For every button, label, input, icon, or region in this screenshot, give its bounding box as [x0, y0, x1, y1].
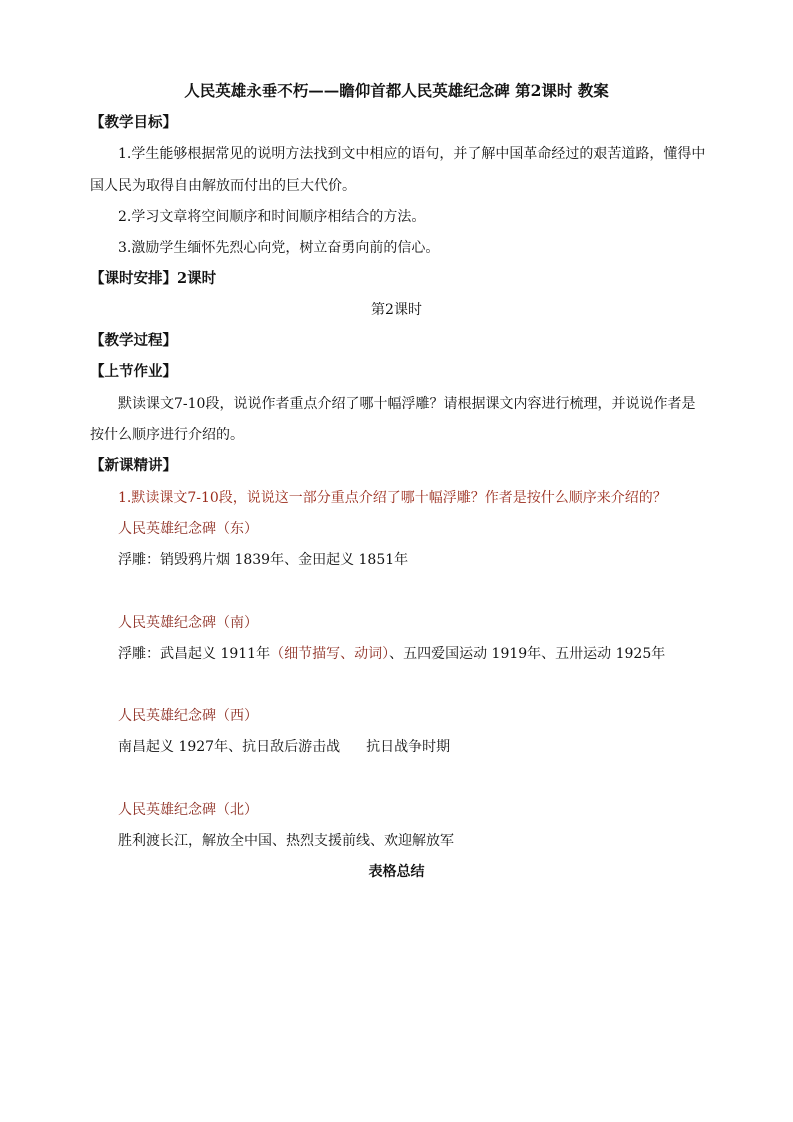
objectives-heading: 【教学目标】: [90, 114, 177, 131]
monument-south-note: （细节描写、动词）: [270, 646, 390, 662]
homework-line-1: 默读课文7-10段，说说作者重点介绍了哪十幅浮雕？请根据课文内容进行梳理，并说说作者是: [118, 396, 696, 412]
monument-east-text: 浮雕：销毁鸦片烟 1839年、金田起义 1851年: [118, 552, 409, 568]
monument-south-text-b: 、五四爱国运动 1919年、五卅运动 1925年: [389, 646, 666, 662]
process-heading: 【教学过程】: [90, 332, 177, 349]
monument-west-text-a: 南昌起义 1927年、抗日敌后游击战: [118, 739, 341, 755]
monument-south-label: 人民英雄纪念碑（南）: [118, 615, 258, 631]
lesson-label: 第2课时: [371, 302, 422, 318]
homework-line-2: 按什么顺序进行介绍的。: [90, 427, 244, 443]
monument-south-text-a: 浮雕：武昌起义 1911年: [118, 646, 271, 662]
schedule-line: [90, 270, 216, 288]
schedule-value: 2课时: [177, 270, 217, 287]
monument-west-text: [118, 738, 450, 756]
objective-1-line-2: 国人民为取得自由解放而付出的巨大代价。: [90, 178, 356, 194]
monument-west-label: 人民英雄纪念碑（西）: [118, 708, 258, 724]
monument-west-text-b: 抗日战争时期: [366, 739, 451, 755]
objective-3: 3.激励学生缅怀先烈心向党，树立奋勇向前的信心。: [118, 240, 440, 256]
monument-north-label: 人民英雄纪念碑（北）: [118, 802, 258, 818]
document-title: 人民英雄永垂不朽——瞻仰首都人民英雄纪念碑 第2课时 教案: [184, 81, 609, 100]
homework-heading: 【上节作业】: [90, 363, 177, 380]
objective-1-line-1: 1.学生能够根据常见的说明方法找到文中相应的语句，并了解中国革命经过的艰苦道路，懂得中: [118, 146, 706, 162]
new-lesson-question: 1.默读课文7-10段，说说这一部分重点介绍了哪十幅浮雕？作者是按什么顺序来介绍的？: [118, 490, 667, 506]
monument-east-label: 人民英雄纪念碑（东）: [118, 521, 258, 537]
new-lesson-heading: 【新课精讲】: [90, 457, 177, 474]
objective-2: 2.学习文章将空间顺序和时间顺序相结合的方法。: [118, 209, 426, 225]
monument-north-text: 胜利渡长江，解放全中国、热烈支援前线、欢迎解放军: [118, 833, 454, 849]
summary-heading: 表格总结: [368, 864, 425, 880]
schedule-heading: 【课时安排】: [90, 270, 177, 287]
monument-south-text: [118, 645, 665, 663]
